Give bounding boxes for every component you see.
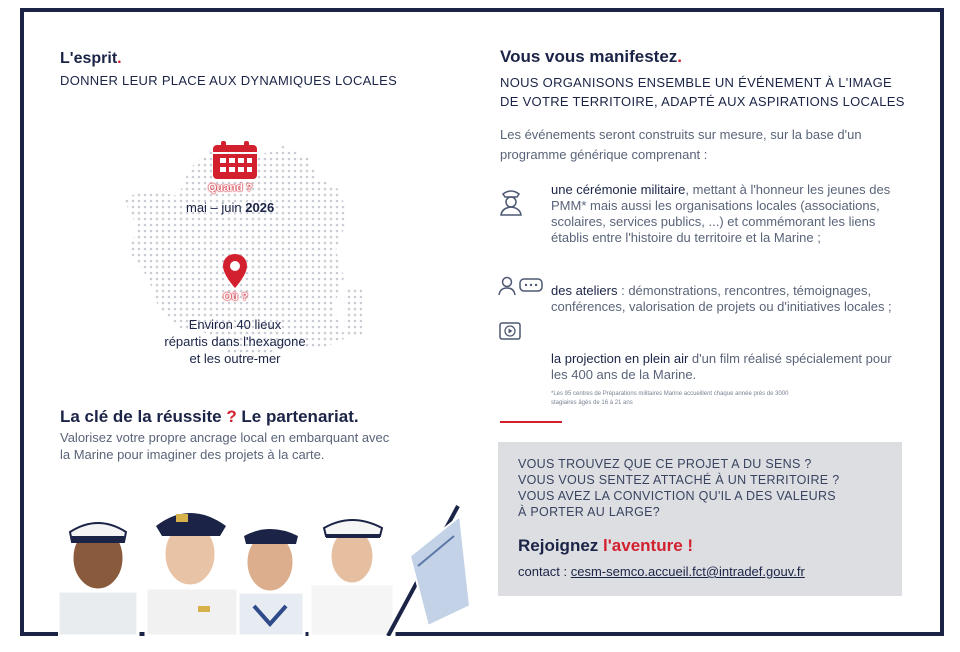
join-title: Rejoignez l'aventure ! — [518, 536, 694, 555]
manif-title: Vous vous manifestez. — [500, 47, 683, 66]
red-divider — [500, 421, 562, 423]
manif-sub2: DE VOTRE TERRITOIRE, ADAPTÉ AUX ASPIRATIONS LOCALES — [500, 94, 905, 109]
callout-questions: VOUS TROUVEZ QUE CE PROJET A DU SENS ? VOUS VOUS SENTEZ ATTACHÉ À UN TERRITOIRE ? VOUS AVEZ LA CONVICTION QU'IL A DES VALEURS À PORTER AU LARGE? — [518, 457, 840, 519]
contact-email-link[interactable]: cesm-semco.accueil.fct@intradef.gouv.fr — [570, 564, 805, 579]
sailor-bust-icon — [498, 188, 524, 216]
item-projection: la projection en plein air d'un film réalisé spécialement pour les 400 ans de la Marine. — [551, 351, 892, 382]
intro-text: Les événements seront construits sur mesure, sur la base d'un programme générique comprenant : — [500, 127, 862, 162]
conversation-icon — [498, 276, 544, 296]
item-ateliers: des ateliers : démonstrations, rencontres, témoignages, conférences, valorisation de projets ou d'initiatives locales ; — [551, 283, 892, 314]
cle-text: Valorisez votre propre ancrage local en embarquant avec la Marine pour imaginer des projets à la carte. — [60, 430, 390, 462]
quand-dates: mai – juin 2026 — [186, 200, 275, 215]
esprit-subtitle: DONNER LEUR PLACE AUX DYNAMIQUES LOCALES — [60, 73, 398, 88]
ou-label: Où ? — [223, 291, 249, 303]
video-play-icon — [499, 322, 521, 340]
esprit-title: L'esprit. — [60, 50, 122, 67]
item-ceremonie: une cérémonie militaire, mettant à l'honneur les jeunes des PMM* mais aussi les organisations locales (associations, scolaires, services publics, ...) et commémorant les liens établis entre l'histoire du territoire et la Marine ; — [551, 182, 891, 245]
footnote: *Les 95 centres de Préparations militaires Marine accueillent chaque année près de 3000 stagiaires âgés de 16 à 21 ans — [551, 391, 789, 406]
contact-line: contact : cesm-semco.accueil.fct@intradef.gouv.fr — [518, 564, 805, 579]
quand-label: Quand ? — [208, 182, 253, 194]
calendar-icon — [211, 141, 259, 181]
manif-sub1: NOUS ORGANISONS ENSEMBLE UN ÉVÉNEMENT À L'IMAGE — [500, 75, 892, 90]
sailors-photo — [58, 496, 478, 636]
cle-title: La clé de la réussite ? Le partenariat. — [60, 407, 359, 426]
ou-places: Environ 40 lieux répartis dans l'hexagone et les outre-mer — [164, 317, 306, 366]
map-pin-icon — [222, 253, 248, 289]
